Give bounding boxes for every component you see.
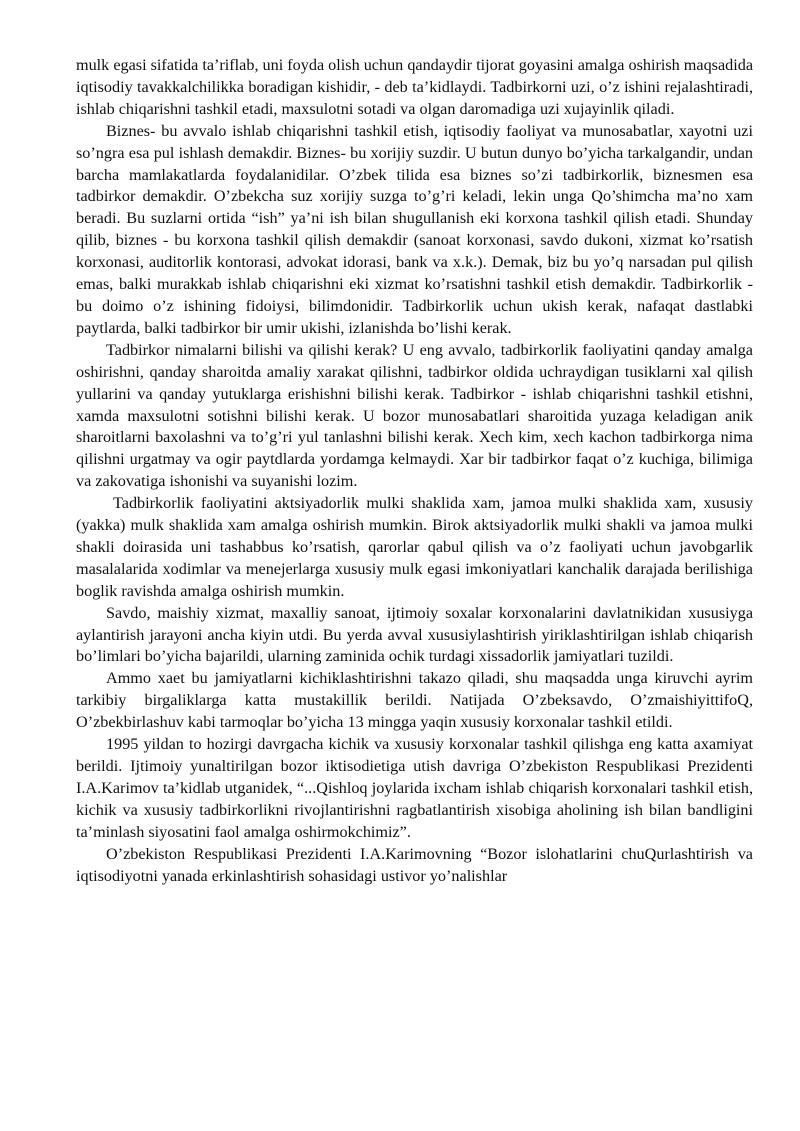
paragraph-2: Biznes- bu avvalo ishlab chiqarishni tashkil etish, iqtisodiy faoliyat va munosabatlar, xayotni uzi so’ngra esa pul ishlash demakdir. Biznes- bu xorijiy suzdir. U butun dunyo bo’yicha tarkalgandir, undan barcha mamlakatlarda foydalanidilar. O’zbek tilida esa biznes so’zi tadbirkorlik, biznesmen esa tadbirkor demakdir. O’zbekcha suz xorijiy suzga to’g’ri keladi, lekin unga Qo’shimcha ma’no xam beradi. Bu suzlarni ortida “ish” ya’ni ish bilan shugullanish eki korxona tashkil qilish etadi. Shunday qilib, biznes - bu korxona tashkil qilish demakdir (sanoat korxonasi, savdo dukoni, xizmat ko’rsatish korxonasi, auditorlik kontorasi, advokat idorasi, bank va x.k.). Demak, biz bu yo’q narsadan pul qilish emas, balki murakkab ishlab chiqarishni eki xizmat ko’rsatishni tashkil etish demakdir. Tadbirkorlik - bu doimo o’z ishining fidoiysi, bilimdonidir. Tadbirkorlik uchun ukish kerak, nafaqat dastlabki paytlarda, balki tadbirkor bir umir ukishi, izlanishda bo’lishi kerak.	[76, 121, 753, 337]
paragraph-3: Tadbirkor nimalarni bilishi va qilishi kerak? U eng avvalo, tadbirkorlik faoliyatini qanday amalga oshirishni, qanday sharoitda amaliy xarakat qilishni, tadbirkor oldida uchraydigan tusiklarni xal qilish yullarini va qanday yutuklarga erishishni bilishi kerak. Tadbirkor - ishlab chiqarishni tashkil etishni, xamda maxsulotni sotishni bilishi kerak. U bozor munosabatlari sharoitida yuzaga keladigan anik sharoitlarni baxolashni va to’g’ri yul tanlashni bilishi kerak. Xech kim, xech kachon tadbirkorga nima qilishni urgatmay va ogir paytdlarda yordamga kelmaydi. Xar bir tadbirkor faqat o’z kuchiga, bilimiga va zakovatiga ishonishi va suyanishi lozim.	[76, 340, 753, 491]
paragraph-1: mulk egasi sifatida ta’riflab, uni foyda olish uchun qandaydir tijorat goyasini amalga oshirish maqsadida iqtisodiy tavakkalchilikka boradigan kishidir, - deb ta’kidlaydi. Tadbirkorni uzi, o’z ishini rejalashtiradi, ishlab chiqarishni tashkil etadi, maxsulotni sotadi va olgan daromadiga uzi xujayinlik qiladi.	[76, 56, 754, 118]
paragraph-6: Ammo xaet bu jamiyatlarni kichiklashtirishni takazo qiladi, shu maqsadda unga kiruvchi ayrim tarkibiy birgaliklarga katta mustakillik berildi. Natijada O’zbeksavdo, O’zmaishiyittifoQ, O’zbekbirlashuv kabi tarmoqlar bo’yicha 13 mingga yaqin xususiy korxonalar tashkil etildi.	[76, 669, 753, 732]
paragraph-8: O’zbekiston Respublikasi Prezidenti I.A.Karimovning “Bozor islohatlarini chuQurlashtirish va iqtisodiyotni yanada erkinlashtirish sohasidagi ustivor yo’nalishlar	[76, 844, 753, 885]
paragraph-4: Tadbirkorlik faoliyatini aktsiyadorlik mulki shaklida xam, jamoa mulki shaklida xam, xususiy (yakka) mulk shaklida xam amalga oshirish mumkin. Birok aktsiyadorlik mulki shakli va jamoa mulki shakli doirasida uni tashabbus ko’rsatish, qarorlar qabul qilish va o’z faoliyati uchun javobgarlik masalalarida xodimlar va menejerlarga xususiy mulk egasi imkoniyatlari kanchalik darajada berilishiga boglik ravishda amalga oshirish mumkin.	[76, 494, 753, 600]
paragraph-5: Savdo, maishiy xizmat, maxalliy sanoat, ijtimoiy soxalar korxonalarini davlatnikidan xususiyga aylantirish jarayoni ancha kiyin utdi. Bu yerda avval xususiylashtirish yiriklashtirilgan ishlab chiqarish bo’limlari bo’yicha bajarildi, ularning zaminida ochik turdagi xissadorlik jamiyatlari tuzildi.	[76, 603, 753, 666]
paragraph-7: 1995 yildan to hozirgi davrgacha kichik va xususiy korxonalar tashkil qilishga eng katta axamiyat berildi. Ijtimoiy yunaltirilgan bozor iktisodietiga utish davriga O’zbekiston Respublikasi Prezidenti I.A.Karimov ta’kidlab utganidek, “...Qishloq joylarida ixcham ishlab chiqarish korxonalari tashkil etish, kichik va xususiy tadbirkorlikni rivojlantirishni ragbatlantirish xisobiga aholining ish bilan bandligini ta’minlash siyosatini faol amalga oshirmokchimiz”.	[76, 735, 753, 841]
document-page	[76, 55, 753, 887]
